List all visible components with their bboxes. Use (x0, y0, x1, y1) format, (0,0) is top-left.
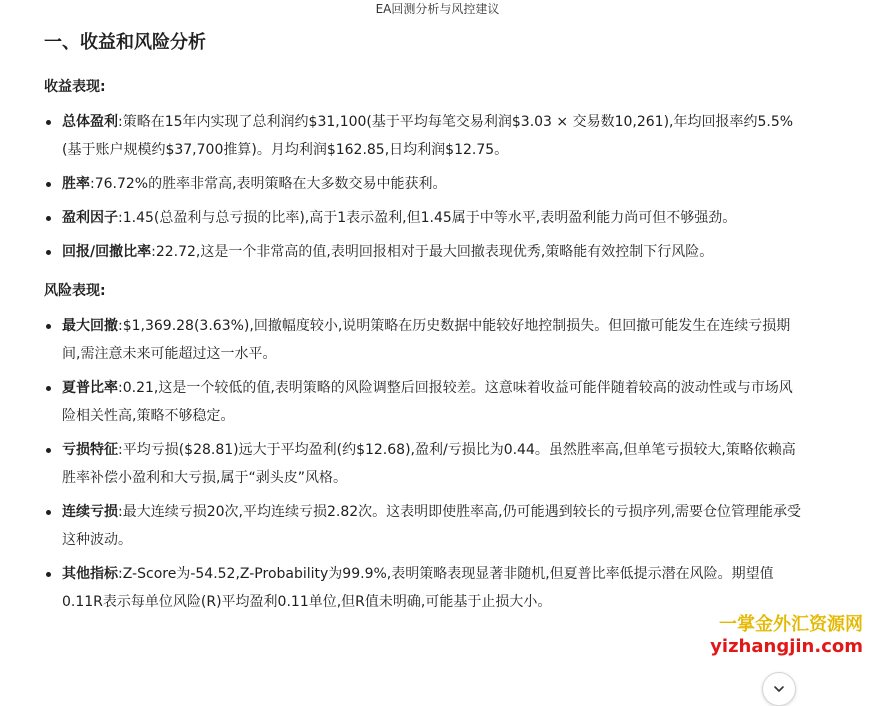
list-item (44, 170, 804, 198)
risk-heading: 风险表现: (44, 283, 106, 299)
item-term: 夏普比率 (62, 380, 118, 396)
item-text: :0.21,这是一个较低的值,表明策略的风险调整后回报较差。这意味着收益可能伴随着较高的波动性或与市场风险相关性高,策略不够稳定。 (62, 380, 793, 424)
list-item (44, 560, 804, 616)
item-text: :平均亏损($28.81)远大于平均盈利(约$12.68),盈利/亏损比为0.44。虽然胜率高,但单笔亏损较大,策略依赖高胜率补偿小盈利和大亏损,属于“剥头皮”风格。 (62, 442, 796, 486)
item-text: :最大连续亏损20次,平均连续亏损2.82次。这表明即使胜率高,仍可能遇到较长的亏损序列,需要仓位管理能承受这种波动。 (62, 504, 802, 548)
item-term: 其他指标 (62, 566, 118, 582)
watermark-line1: 一掌金外汇资源网 (719, 614, 863, 635)
list-item (44, 238, 804, 266)
item-term: 最大回撤 (62, 318, 118, 334)
list-item (44, 436, 804, 492)
item-term: 亏损特征 (62, 442, 118, 458)
item-text: :策略在15年内实现了总利润约$31,100(基于平均每笔交易利润$3.03 × 交易数10,261),年均回报率约5.5%(基于账户规模约$37,700推算)。月均利润$162.85,日均利润$12.75。 (62, 114, 794, 158)
item-term: 胜率 (62, 176, 90, 192)
item-text: :$1,369.28(3.63%),回撤幅度较小,说明策略在历史数据中能较好地控制损失。但回撤可能发生在连续亏损期间,需注意未来可能超过这一水平。 (62, 318, 791, 362)
section-title: 一、收益和风险分析 (44, 32, 206, 53)
list-item (44, 312, 804, 368)
list-item (44, 204, 804, 232)
document-body (44, 30, 804, 622)
list-item (44, 374, 804, 430)
returns-list (44, 108, 804, 266)
item-term: 盈利因子 (62, 210, 118, 226)
item-text: :Z-Score为-54.52,Z-Probability为99.9%,表明策略表现显著非随机,但夏普比率低提示潜在风险。期望值0.11R表示每单位风险(R)平均盈利0.11单位,但R值未明确,可能基于止损大小。 (62, 566, 774, 610)
risk-list (44, 312, 804, 616)
item-term: 回报/回撤比率 (62, 244, 152, 260)
item-text: :76.72%的胜率非常高,表明策略在大多数交易中能获利。 (90, 176, 447, 192)
watermark-line2: yizhangjin.com (710, 636, 863, 657)
returns-heading: 收益表现: (44, 79, 106, 95)
list-item (44, 498, 804, 554)
item-text: :1.45(总盈利与总亏损的比率),高于1表示盈利,但1.45属于中等水平,表明盈利能力尚可但不够强劲。 (118, 210, 737, 226)
item-text: :22.72,这是一个非常高的值,表明回报相对于最大回撤表现优秀,策略能有效控制下行风险。 (151, 244, 714, 260)
chevron-down-icon (772, 682, 786, 696)
scroll-down-button[interactable] (762, 672, 796, 706)
list-item (44, 108, 804, 164)
document-title: EA回测分析与风控建议 (375, 2, 500, 16)
item-term: 连续亏损 (62, 504, 118, 520)
item-term: 总体盈利 (62, 114, 118, 130)
